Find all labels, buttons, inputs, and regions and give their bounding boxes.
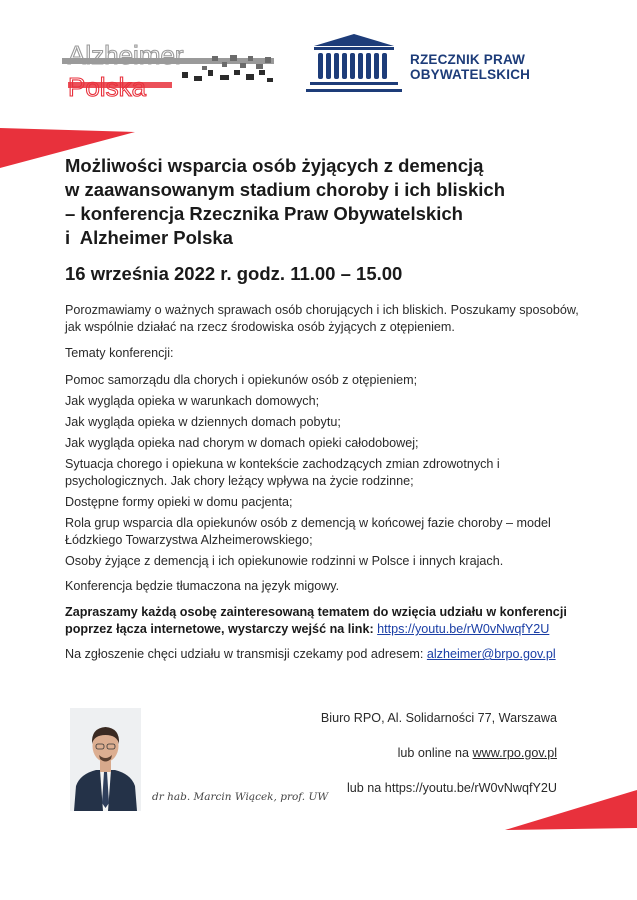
rpo-text-line2: OBYWATELSKICH bbox=[410, 67, 531, 82]
topic-item: Jak wygląda opieka w warunkach domowych; bbox=[65, 394, 320, 408]
conference-date: 16 września 2022 r. godz. 11.00 – 15.00 bbox=[65, 263, 403, 284]
youtube-link[interactable]: https://youtu.be/rW0vNwqfY2U bbox=[377, 622, 550, 636]
topic-item: Jak wygląda opieka w dziennych domach pobytu; bbox=[65, 415, 341, 429]
topic-item: Osoby żyjące z demencją i ich opiekunowie rodzinni w Polsce i innych krajach. bbox=[65, 554, 504, 568]
topic-item: Dostępne formy opieki w domu pacjenta; bbox=[65, 495, 293, 509]
rpo-text-line1: RZECZNIK PRAW bbox=[410, 52, 526, 67]
topic-item: Pomoc samorządu dla chorych i opiekunów osób z otępieniem; bbox=[65, 373, 418, 387]
topic-item: Sytuacja chorego i opiekuna w kontekście zachodzących zmian zdrowotnych i psychologicznych. Jak chory leżący wpływa na życie rodzinne; bbox=[65, 457, 500, 488]
contact-paragraph bbox=[65, 646, 580, 663]
rpo-website-link[interactable]: www.rpo.gov.pl bbox=[472, 746, 557, 760]
title-line: – konferencja Rzecznika Praw Obywatelskich bbox=[65, 203, 463, 224]
title-line: Możliwości wsparcia osób żyjących z demencją bbox=[65, 155, 484, 176]
topic-item: Jak wygląda opieka nad chorym w domach opieki całodobowej; bbox=[65, 436, 419, 450]
conference-body bbox=[65, 302, 580, 663]
intro-paragraph: Porozmawiamy o ważnych sprawach osób chorujących i ich bliskich. Poszukamy sposobów, jak wspólnie działać na rzecz środowiska osób żyjących z otępieniem. bbox=[65, 303, 579, 334]
invite-text: Zapraszamy każdą osobę zainteresowaną tematem do wzięcia udziału w konferencji poprzez łącza internetowe, wystarczy wejść na link: bbox=[65, 605, 567, 636]
topic-item: Rola grup wsparcia dla opiekunów osób z demencją w końcowej fazie choroby – model Łódzkiego Towarzystwa Alzheimerowskiego; bbox=[65, 516, 551, 547]
signature: dr hab. Marcin Wiącek, prof. UW bbox=[152, 791, 329, 803]
logo-polska-text: Polska bbox=[68, 72, 147, 100]
sign-language-note: Konferencja będzie tłumaczona na język migowy. bbox=[65, 579, 340, 593]
conference-title bbox=[65, 154, 585, 250]
alzheimer-polska-logo bbox=[62, 40, 274, 100]
online-prefix: lub online na bbox=[397, 746, 473, 760]
logo-alzheimer-text: Alzheimer bbox=[68, 40, 184, 70]
contact-text: Na zgłoszenie chęci udziału w transmisji czekamy pod adresem: bbox=[65, 647, 427, 661]
location-address: Biuro RPO, Al. Solidarności 77, Warszawa bbox=[320, 711, 557, 725]
location-info bbox=[321, 710, 557, 815]
contact-email-link[interactable]: alzheimer@brpo.gov.pl bbox=[426, 647, 556, 661]
online-info bbox=[321, 745, 557, 762]
topics-list bbox=[65, 372, 580, 570]
portrait-photo bbox=[70, 708, 141, 811]
youtube-info: lub na https://youtu.be/rW0vNwqfY2U bbox=[347, 781, 557, 795]
rpo-building-logo bbox=[304, 32, 404, 100]
title-line: i Alzheimer Polska bbox=[65, 227, 233, 248]
topics-heading: Tematy konferencji: bbox=[65, 346, 174, 360]
rpo-logo-text bbox=[410, 52, 530, 82]
invite-paragraph bbox=[65, 604, 580, 638]
title-line: w zaawansowanym stadium choroby i ich bliskich bbox=[65, 179, 506, 200]
